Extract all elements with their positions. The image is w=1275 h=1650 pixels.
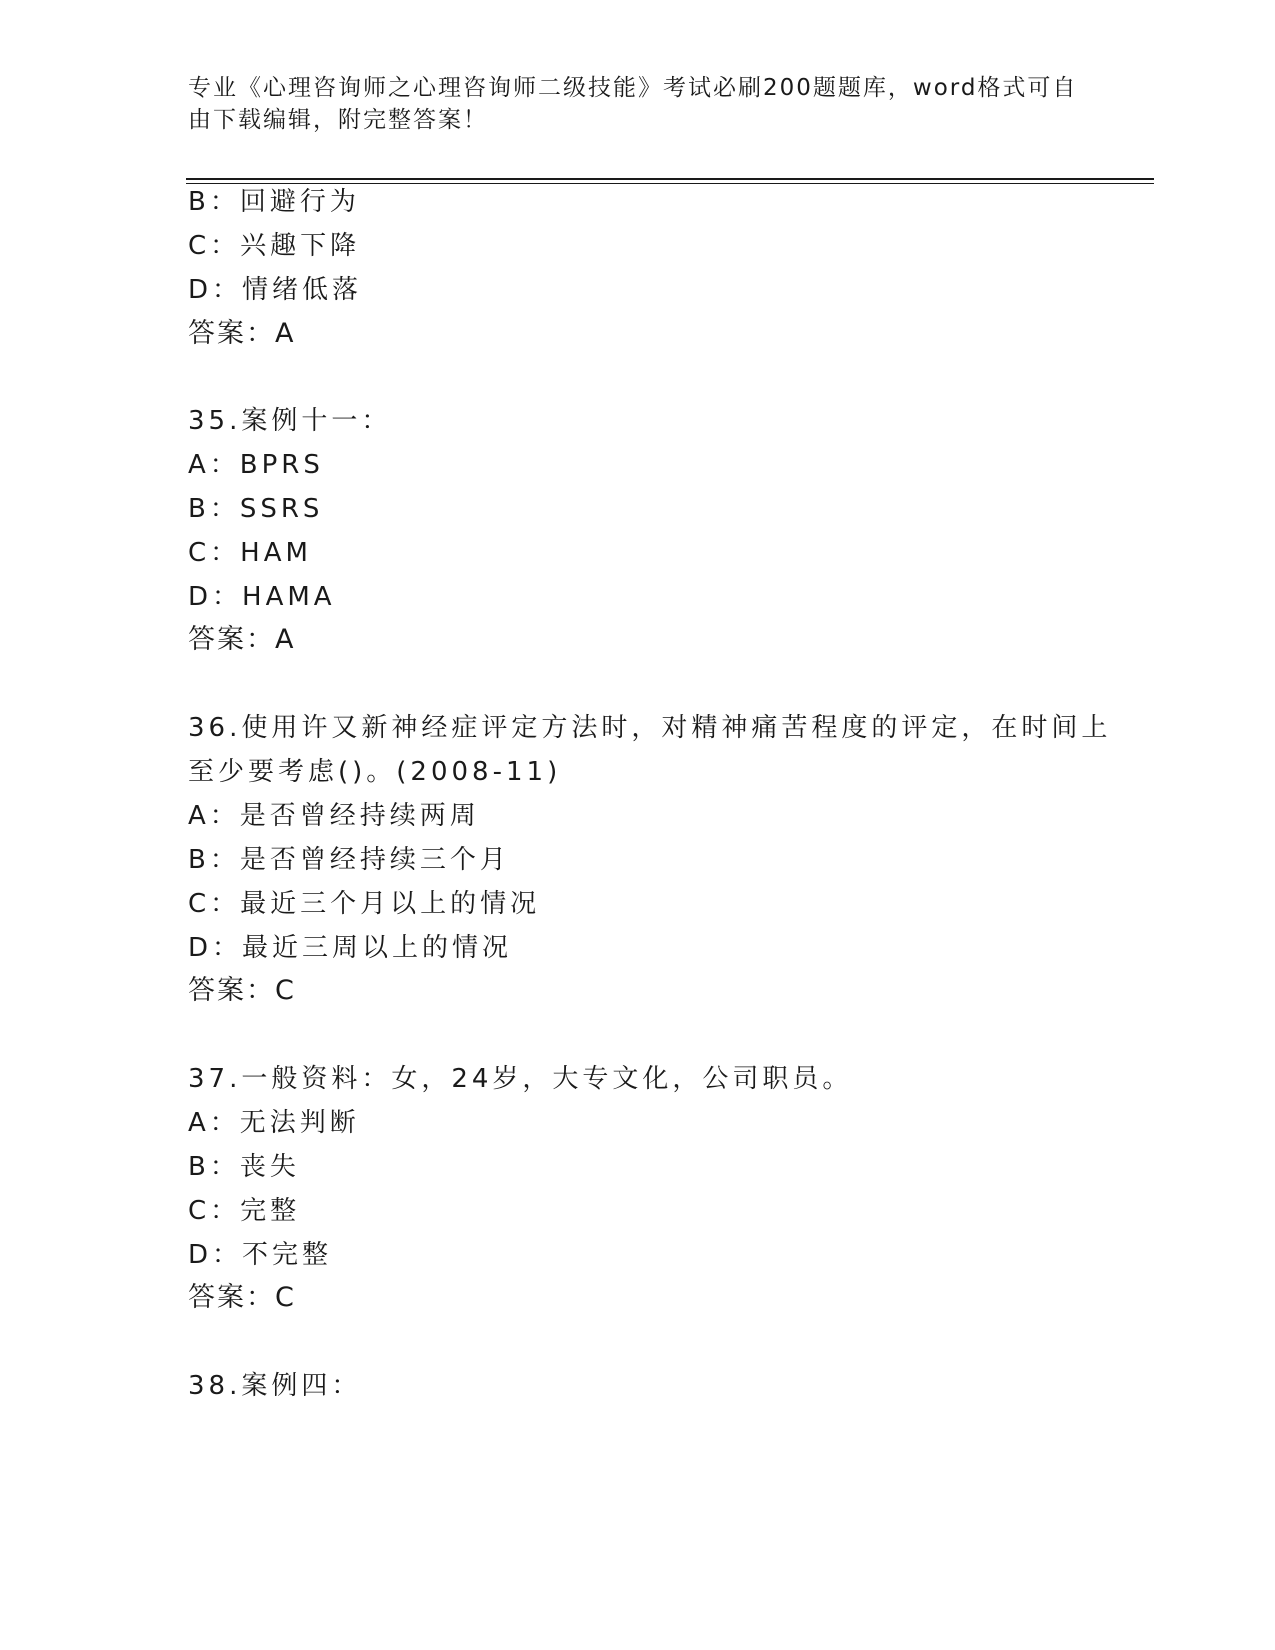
q34-option-c: C：兴趣下降 xyxy=(188,231,361,261)
q36-option-a: A：是否曾经持续两周 xyxy=(188,801,480,831)
q35-option-b: B：SSRS xyxy=(188,494,324,524)
header-line-2: 由下载编辑，附完整答案！ xyxy=(188,107,488,133)
q38-title: 38.案例四： xyxy=(188,1371,362,1401)
q35-option-c: C：HAM xyxy=(188,538,312,568)
q35-option-a: A：BPRS xyxy=(188,450,324,480)
q37-option-c: C：完整 xyxy=(188,1196,301,1226)
document-header xyxy=(188,72,1088,136)
q36-option-d: D：最近三周以上的情况 xyxy=(188,933,513,963)
q36-option-c: C：最近三个月以上的情况 xyxy=(188,889,541,919)
q35-answer: 答案：A xyxy=(188,624,296,655)
q37-option-a: A：无法判断 xyxy=(188,1108,360,1138)
q36-title-line-2: 至少要考虑()。(2008-11) xyxy=(188,757,562,787)
q34-answer: 答案：A xyxy=(188,318,296,349)
q37-option-d: D：不完整 xyxy=(188,1240,333,1270)
q34-option-d: D：情绪低落 xyxy=(188,275,363,305)
q36-answer: 答案：C xyxy=(188,975,296,1006)
q35-option-d: D：HAMA xyxy=(188,582,336,612)
q37-title: 37.一般资料：女，24岁，大专文化，公司职员。 xyxy=(188,1064,853,1094)
q37-answer: 答案：C xyxy=(188,1282,296,1313)
q34-option-b: B：回避行为 xyxy=(188,187,360,217)
q37-option-b: B：丧失 xyxy=(188,1152,300,1182)
header-divider xyxy=(186,178,1154,180)
q36-title-line-1: 36.使用许又新神经症评定方法时，对精神痛苦程度的评定，在时间上 xyxy=(188,713,1112,743)
header-line-1: 专业《心理咨询师之心理咨询师二级技能》考试必刷200题题库，word格式可自 xyxy=(188,75,1078,101)
header-divider-thin xyxy=(186,183,1154,184)
q35-title: 35.案例十一： xyxy=(188,406,392,436)
q36-option-b: B：是否曾经持续三个月 xyxy=(188,845,510,875)
